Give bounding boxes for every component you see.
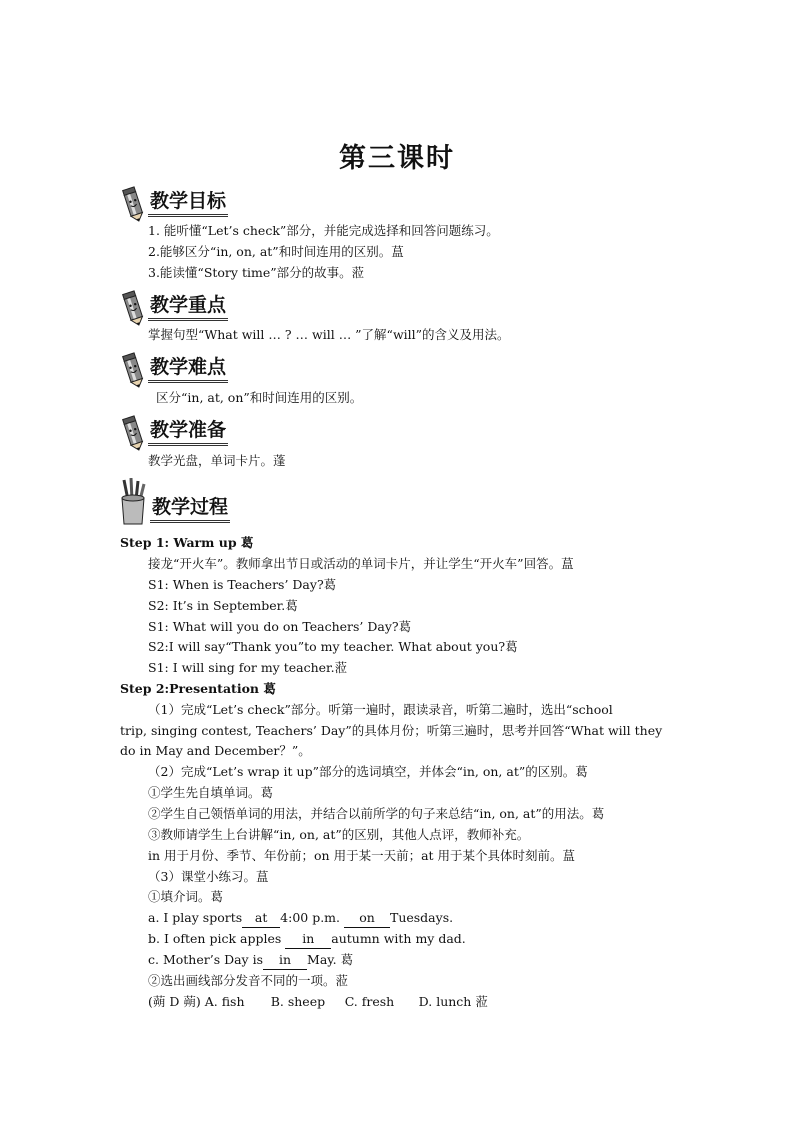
page-title: 第三课时 <box>339 143 455 174</box>
choice-option: D. lunch 蒞 <box>418 994 488 1009</box>
exercise-item-b <box>148 930 466 949</box>
pencil-icon <box>118 184 148 222</box>
exercise-text: autumn with my dad. <box>331 931 466 946</box>
step-heading: Step 2:Presentation 葛 <box>120 681 276 696</box>
pencil-icon <box>118 288 148 326</box>
section-title: 教学过程 <box>150 496 230 523</box>
dialogue-line: S1: I will sing for my teacher.蒞 <box>148 660 348 675</box>
choice-option: A. fish <box>204 994 245 1009</box>
process-line: 接龙“开火车”。教师拿出节日或活动的单词卡片，并让学生“开火车”回答。蒀 <box>148 556 574 571</box>
section-title: 教学目标 <box>148 190 228 217</box>
key-point-line: 掌握句型“What will … ? … will … ”了解“will”的含义及用法。 <box>148 327 510 342</box>
pencil-icon <box>118 413 148 451</box>
process-line: ③教师请学生上台讲解“in, on, at”的区别，其他人点评，教师补充。 <box>148 827 530 842</box>
dialogue-line: S2:I will say“Thank you”to my teacher. What about you?葛 <box>148 639 518 654</box>
process-line: ①填介词。葛 <box>148 889 224 904</box>
answer-blank: at <box>242 909 280 928</box>
objective-line: 3.能读懂“Story time”部分的故事。蒞 <box>148 265 365 280</box>
process-line: （2）完成“Let’s wrap it up”部分的选词填空，并体会“in, on, at”的区别。葛 <box>148 764 588 779</box>
dialogue-line: S1: When is Teachers’ Day?葛 <box>148 577 337 592</box>
dialogue-line: S2: It’s in September.葛 <box>148 598 298 613</box>
exercise-instruction: ②选出画线部分发音不同的一项。蒞 <box>148 973 349 988</box>
exercise-choices <box>148 993 488 1011</box>
process-line: ①学生先自填单词。葛 <box>148 785 274 800</box>
pencil-cup-icon <box>118 478 148 526</box>
objective-line: 1. 能听懂“Let’s check”部分，并能完成选择和回答问题练习。 <box>148 223 499 238</box>
dialogue-line: S1: What will you do on Teachers’ Day?葛 <box>148 619 412 634</box>
exercise-item-c <box>148 951 353 970</box>
choice-answer: (蒴 D 蒴) <box>148 994 201 1009</box>
exercise-text: a. I play sports <box>148 910 243 925</box>
choice-option: C. fresh <box>344 994 395 1009</box>
process-line: ②学生自己领悟单词的用法，并结合以前所学的句子来总结“in, on, at”的用法。葛 <box>148 806 605 821</box>
answer-blank: in <box>263 951 307 970</box>
step-heading: Step 1: Warm up 葛 <box>120 535 254 550</box>
process-line: trip, singing contest, Teachers’ Day”的具体月份；听第三遍时，思考并回答“What will they <box>120 723 663 738</box>
process-line: do in May and December？”。 <box>120 743 311 758</box>
process-line: （1）完成“Let’s check”部分。听第一遍时，跟读录音，听第二遍时，选出“school <box>148 702 613 717</box>
exercise-text: May. 葛 <box>307 952 354 967</box>
section-title: 教学难点 <box>148 356 228 383</box>
exercise-item-a <box>148 909 453 928</box>
exercise-text: Tuesdays. <box>389 910 454 925</box>
answer-blank: on <box>344 909 390 928</box>
process-line: （3）课堂小练习。蒀 <box>148 869 269 884</box>
objective-line: 2.能够区分“in, on, at”和时间连用的区别。蒀 <box>148 244 404 259</box>
section-title: 教学重点 <box>148 294 228 321</box>
exercise-text: b. I often pick apples <box>148 931 286 946</box>
exercise-text: c. Mother’s Day is <box>148 952 264 967</box>
choice-option: B. sheep <box>270 994 326 1009</box>
difficulty-line: 区分“in, at, on”和时间连用的区别。 <box>156 390 363 405</box>
exercise-text: 4:00 p.m. <box>280 910 344 925</box>
section-title: 教学准备 <box>148 419 228 446</box>
process-line: in 用于月份、季节、年份前；on 用于某一天前；at 用于某个具体时刻前。蒀 <box>148 848 576 863</box>
preparation-line: 教学光盘，单词卡片。蓬 <box>148 453 286 468</box>
pencil-icon <box>118 350 148 388</box>
answer-blank: in <box>285 930 331 949</box>
